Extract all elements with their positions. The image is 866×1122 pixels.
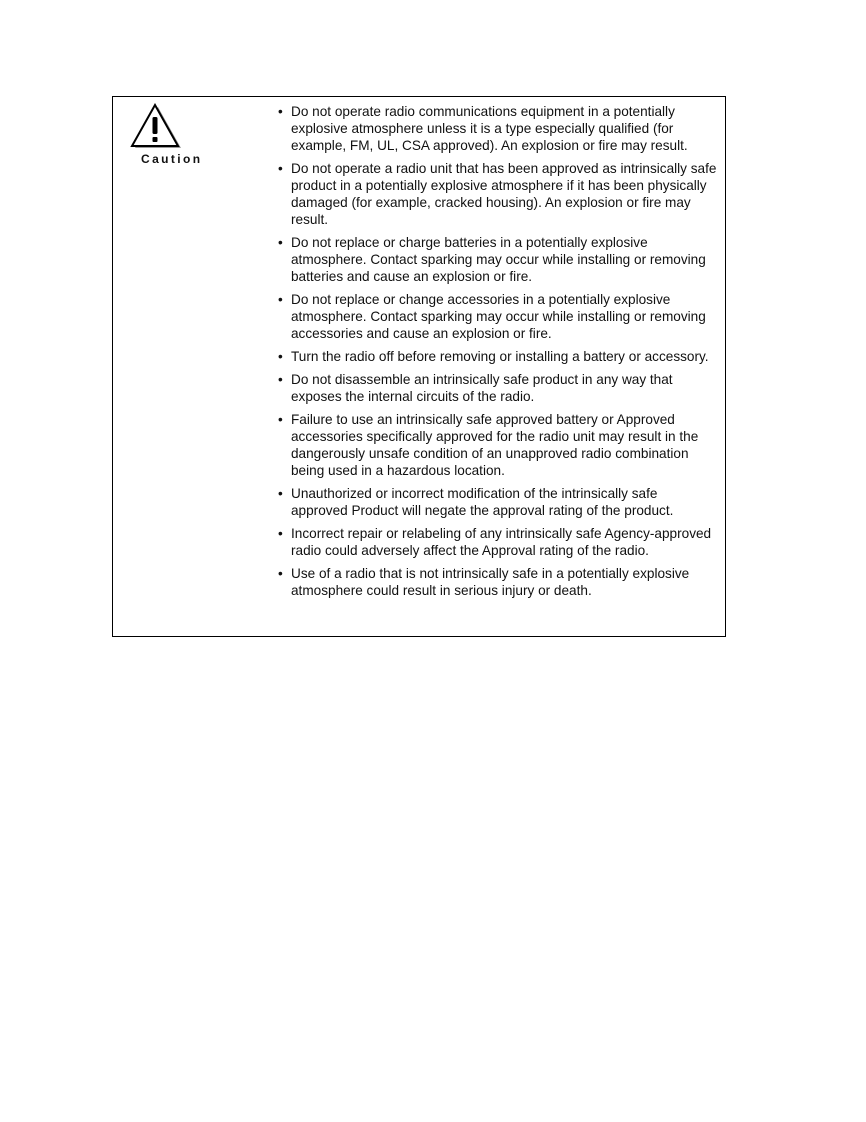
list-item-text: Do not replace or change accessories in a potentially explosive atmosphere. Contact sparking may occur while installing or removing accessories and cause an explosion or fire. bbox=[291, 292, 706, 341]
list-item bbox=[277, 291, 717, 342]
list-item-text: Unauthorized or incorrect modification of the intrinsically safe approved Product will negate the approval rating of the product. bbox=[291, 486, 674, 518]
list-item-text: Do not operate radio communications equipment in a potentially explosive atmosphere unless it is a type especially qualified (for example, FM, UL, CSA approved). An explosion or fire may result. bbox=[291, 104, 688, 153]
list-item-text: Do not disassemble an intrinsically safe product in any way that exposes the internal circuits of the radio. bbox=[291, 372, 673, 404]
list-item bbox=[277, 234, 717, 285]
list-item-text: Failure to use an intrinsically safe approved battery or Approved accessories specifically approved for the radio unit may result in the dangerously unsafe condition of an unapproved radio combination being used in a hazardous location. bbox=[291, 412, 699, 478]
bullet-glyph: • bbox=[278, 161, 283, 176]
list-item bbox=[277, 411, 717, 479]
list-item bbox=[277, 371, 717, 405]
list-item-text: Do not operate a radio unit that has been approved as intrinsically safe product in a potentially explosive atmosphere if it has been physically damaged (for example, cracked housing). An explosion or fire may result. bbox=[291, 161, 717, 227]
bullet-glyph: • bbox=[278, 372, 283, 387]
bullet-glyph: • bbox=[278, 526, 283, 541]
bullet-glyph: • bbox=[278, 235, 283, 250]
caution-sidebar bbox=[113, 103, 203, 166]
list-item bbox=[277, 485, 717, 519]
bullet-glyph: • bbox=[278, 486, 283, 501]
caution-box bbox=[112, 96, 726, 637]
list-item bbox=[277, 565, 717, 599]
list-item-text: Turn the radio off before removing or installing a battery or accessory. bbox=[291, 349, 709, 364]
bullet-glyph: • bbox=[278, 412, 283, 427]
warning-triangle-icon bbox=[130, 103, 182, 151]
list-item bbox=[277, 348, 717, 365]
list-item bbox=[277, 160, 717, 228]
caution-bullet-list bbox=[277, 103, 717, 605]
list-item bbox=[277, 103, 717, 154]
bullet-glyph: • bbox=[278, 349, 283, 364]
list-item bbox=[277, 525, 717, 559]
list-item-text: Use of a radio that is not intrinsically safe in a potentially explosive atmosphere could result in serious injury or death. bbox=[291, 566, 690, 598]
bullet-glyph: • bbox=[278, 566, 283, 581]
list-item-text: Do not replace or charge batteries in a potentially explosive atmosphere. Contact sparking may occur while installing or removing batteries and cause an explosion or fire. bbox=[291, 235, 706, 284]
bullet-glyph: • bbox=[278, 104, 283, 119]
caution-label: Caution bbox=[141, 152, 203, 166]
list-item-text: Incorrect repair or relabeling of any intrinsically safe Agency-approved radio could adversely affect the Approval rating of the radio. bbox=[291, 526, 712, 558]
bullet-glyph: • bbox=[278, 292, 283, 307]
